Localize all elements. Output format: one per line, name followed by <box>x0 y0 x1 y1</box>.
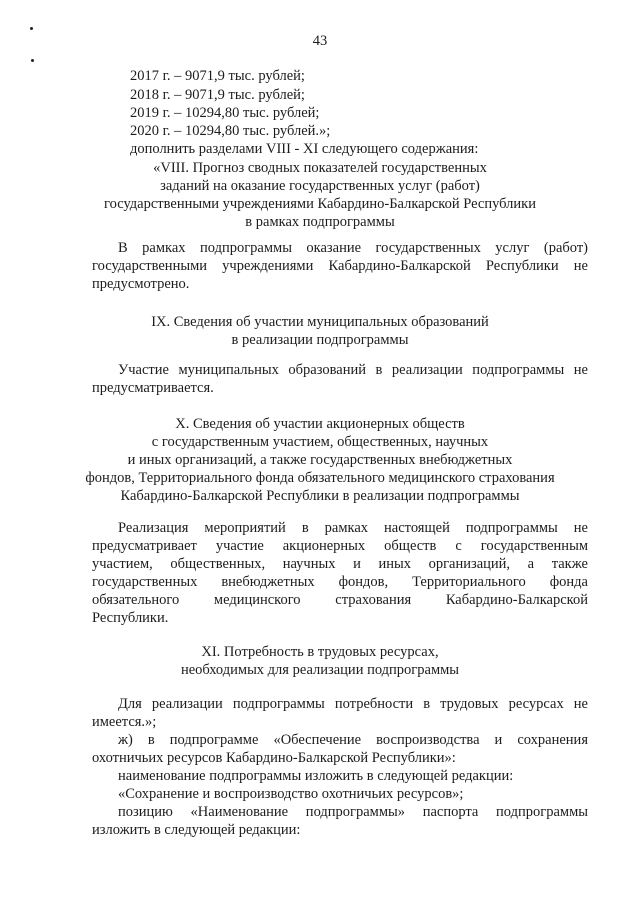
section-11-body-line: имеется.»; <box>92 714 157 730</box>
section-10-body-line: участием, общественных, научных и иных организаций, а также <box>92 556 588 572</box>
section-10-body-line: предусматривает участие акционерных обществ с государственным <box>92 538 588 554</box>
section-8-body-line: В рамках подпрограммы оказание государственных услуг (работ) <box>118 240 588 256</box>
funding-line: 2020 г. – 10294,80 тыс. рублей.»; <box>130 123 331 139</box>
section-11-body-line: наименование подпрограммы изложить в следующей редакции: <box>118 768 514 784</box>
funding-line: 2017 г. – 9071,9 тыс. рублей; <box>130 68 305 84</box>
section-9-body-line: предусматривается. <box>92 380 214 396</box>
section-10-title-line: с государственным участием, общественных, научных <box>151 434 489 450</box>
section-9-title-line: IX. Сведения об участии муниципальных образований <box>151 314 489 330</box>
supplement-line: дополнить разделами VIII - XI следующего содержания: <box>130 141 479 157</box>
section-9-body-line: Участие муниципальных образований в реализации подпрограммы не <box>118 362 588 378</box>
section-11-body-line: позицию «Наименование подпрограммы» паспорта подпрограммы <box>118 804 588 820</box>
section-10-title-line: Кабардино-Балкарской Республики в реализации подпрограммы <box>120 488 520 504</box>
section-11-title-line: необходимых для реализации подпрограммы <box>180 662 460 678</box>
section-10-body-line: государственных внебюджетных фондов, Территориального фонда <box>92 574 588 590</box>
funding-line: 2018 г. – 9071,9 тыс. рублей; <box>130 87 305 103</box>
section-10-title-line: X. Сведения об участии акционерных обществ <box>175 416 465 432</box>
section-11-body-line: Для реализации подпрограммы потребности в трудовых ресурсах не <box>118 696 588 712</box>
section-11-body-line: «Сохранение и воспроизводство охотничьих ресурсов»; <box>118 786 464 802</box>
section-8-title-line: в рамках подпрограммы <box>245 214 395 230</box>
section-10-title-line: фондов, Территориального фонда обязательного медицинского страхования <box>85 470 555 486</box>
section-8-body-line: предусмотрено. <box>92 276 190 292</box>
section-11-body-line: изложить в следующей редакции: <box>92 822 301 838</box>
section-10-body-line: обязательного медицинского страхования Кабардино-Балкарской <box>92 592 588 608</box>
section-8-title-line: заданий на оказание государственных услуг (работ) <box>160 178 480 194</box>
section-10-title-line: и иных организаций, а также государственных внебюджетных <box>127 452 513 468</box>
section-10-body-line: Республики. <box>92 610 169 626</box>
section-8-body-line: государственными учреждениями Кабардино-Балкарской Республики не <box>92 258 588 274</box>
page-number: 43 <box>312 33 328 49</box>
scan-mark <box>31 59 34 62</box>
section-11-title-line: XI. Потребность в трудовых ресурсах, <box>201 644 439 660</box>
section-8-title-line: государственными учреждениями Кабардино-Балкарской Республики <box>104 196 536 212</box>
section-11-body-line: ж) в подпрограмме «Обеспечение воспроизводства и сохранения <box>118 732 588 748</box>
funding-line: 2019 г. – 10294,80 тыс. рублей; <box>130 105 320 121</box>
section-11-body-line: охотничьих ресурсов Кабардино-Балкарской Республики»: <box>92 750 456 766</box>
section-9-title-line: в реализации подпрограммы <box>231 332 409 348</box>
section-10-body-line: Реализация мероприятий в рамках настоящей подпрограммы не <box>118 520 588 536</box>
scan-mark <box>30 27 33 30</box>
section-8-title-line: «VIII. Прогноз сводных показателей государственных <box>153 160 487 176</box>
